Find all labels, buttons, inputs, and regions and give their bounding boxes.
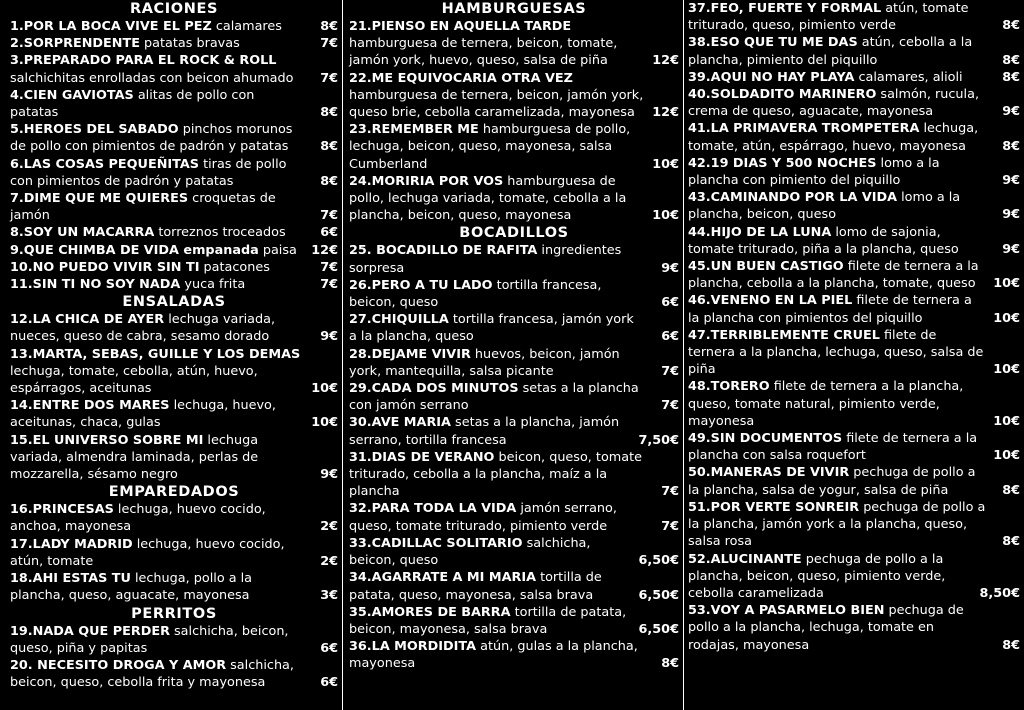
- menu-item-text: [10, 657, 304, 691]
- menu-item: [349, 18, 679, 70]
- menu-item-description: tortilla francesa, beicon, queso: [349, 277, 602, 311]
- menu-item-name: 22.ME EQUIVOCARIA OTRA VEZ: [349, 70, 573, 86]
- menu-item-name: 1.POR LA BOCA VIVE EL PEZ: [10, 19, 212, 34]
- menu-item-description: filete de ternera a la plancha, lechuga, queso, salsa de piña: [688, 327, 984, 378]
- menu-item-description: setas a la plancha con jamón serrano: [349, 381, 639, 414]
- menu-item: [688, 551, 1020, 603]
- menu-item-description: croquetas de jamón: [10, 191, 276, 224]
- menu-item-name: 16.PRINCESAS: [10, 502, 114, 518]
- menu-item-price: 9€: [1002, 104, 1020, 120]
- menu-item-text: [349, 277, 645, 311]
- menu-item-description: atún, gulas a la plancha, mayonesa: [349, 639, 638, 672]
- menu-item-description: beicon, queso, tomate triturado, cebolla a la plancha, maíz a la plancha: [349, 449, 642, 500]
- menu-item-description: lechuga, pollo a la plancha, queso, aguacate, mayonesa: [10, 571, 253, 604]
- menu-item-text: [688, 155, 986, 189]
- menu-item-price: 10€: [652, 156, 679, 172]
- section-title: EMPAREDADOS: [108, 484, 240, 501]
- menu-item-name: 35.AMORES DE BARRA: [349, 604, 511, 620]
- menu-item-price: 7€: [320, 277, 338, 293]
- menu-item-text: [688, 189, 986, 223]
- menu-item-description: pechuga de pollo a la plancha, lechuga, tomate en rodajas, mayonesa: [688, 603, 964, 653]
- menu-item-text: [688, 0, 986, 34]
- menu-item-name: 44.HIJO DE LA LUNA: [688, 224, 832, 240]
- menu-item-price: 10€: [993, 310, 1020, 326]
- menu-item-description: patacones: [203, 259, 270, 275]
- menu-item: [349, 311, 679, 345]
- menu-item-name: 23.REMEMBER ME: [349, 122, 479, 138]
- menu-item-description: atún, tomate triturado, queso, pimiento verde: [688, 1, 969, 34]
- section-title: HAMBURGUESAS: [441, 1, 587, 17]
- menu-item-description: hamburguesa de pollo, lechuga, beicon, queso, mayonesa, salsa Cumberland: [349, 122, 631, 172]
- menu-item-price: 10€: [311, 415, 338, 431]
- menu-item-name: 24.MORIRIA POR VOS: [349, 173, 504, 189]
- menu-item-text: [349, 500, 645, 534]
- menu-item-text: [10, 224, 304, 241]
- menu-item-text: [10, 121, 304, 155]
- menu-item-text: [688, 464, 986, 498]
- menu-item-name: 33.CADILLAC SOLITARIO: [349, 535, 523, 551]
- menu-item-description: pechuga de pollo a la plancha, jamón york a la plancha, queso, salsa rosa: [688, 499, 986, 550]
- menu-item-price: 7€: [320, 208, 338, 224]
- menu-item-text: [688, 292, 986, 326]
- menu-item: [10, 346, 338, 398]
- menu-item-text: [10, 501, 304, 535]
- menu-item-price: 6€: [320, 225, 338, 241]
- menu-item-name: 13.MARTA, SEBAS, GUILLE Y LOS DEMAS: [10, 346, 301, 362]
- menu-item: [10, 87, 338, 121]
- menu-item-description: lechuga, huevo, aceitunas, chaca, gulas: [10, 398, 276, 431]
- menu-item-text: [10, 18, 304, 35]
- menu-item: [688, 0, 1020, 34]
- menu-item: [10, 156, 338, 190]
- menu-item-text: [10, 52, 304, 86]
- menu-item-price: 10€: [993, 276, 1020, 292]
- menu-item-name: 46.VENENO EN LA PIEL: [688, 293, 853, 309]
- menu-item: [688, 224, 1020, 258]
- menu-item-name: 18.AHI ESTAS TU: [10, 571, 131, 587]
- menu-item-price: 12€: [652, 53, 679, 69]
- menu-item-text: [688, 224, 986, 258]
- menu-item-price: 6€: [661, 329, 679, 345]
- menu-item-name: 42.19 DIAS Y 500 NOCHES: [688, 155, 877, 171]
- menu-item-description: patatas bravas: [144, 36, 240, 52]
- menu-item: [349, 173, 679, 225]
- menu-item-text: [349, 604, 633, 638]
- menu-item-price: 8€: [1002, 534, 1020, 550]
- menu-item-text: [349, 121, 645, 173]
- menu-item-description: filete de ternera a la plancha, cebolla a la plancha, tomate, queso: [688, 259, 979, 292]
- menu-item-name: 52.ALUCINANTE: [688, 551, 802, 567]
- menu-item-description: lomo a la plancha, beicon, queso: [688, 190, 961, 223]
- menu-item: [10, 242, 338, 259]
- menu-item-name: 31.DIAS DE VERANO: [349, 449, 495, 465]
- menu-item: [688, 602, 1020, 654]
- menu-item: [10, 259, 338, 276]
- menu-item-description: tortilla francesa, jamón york a la plancha, queso: [349, 312, 634, 345]
- menu-item: [349, 414, 679, 448]
- menu-item: [349, 638, 679, 672]
- menu-item: [349, 346, 679, 380]
- menu-item: [349, 569, 679, 603]
- menu-item-text: [10, 311, 304, 345]
- menu-item-text: [688, 86, 986, 120]
- menu-item: [349, 449, 679, 501]
- menu-item-text: [349, 173, 645, 225]
- menu-item-price: 8€: [320, 139, 338, 155]
- menu-item-text: [10, 242, 304, 259]
- menu-column-1: [0, 0, 342, 710]
- menu-item-description: yuca frita: [184, 277, 246, 293]
- menu-item: [688, 69, 1020, 86]
- menu-item-name: 2.SORPRENDENTE: [10, 36, 140, 52]
- menu-item: [688, 86, 1020, 120]
- menu-item-price: 6,50€: [638, 553, 679, 569]
- menu-item-description: salchichitas enrolladas con beicon ahumado: [10, 70, 294, 86]
- menu-item-description: pechuga de pollo a la plancha, beicon, queso, pimiento verde, cebolla caramelizada: [688, 551, 946, 601]
- menu-item-name: 3.PREPARADO PARA EL ROCK & ROLL: [10, 53, 277, 69]
- menu-item: [688, 430, 1020, 464]
- menu-item-description: torreznos troceados: [158, 225, 286, 241]
- menu-item-text: [688, 34, 986, 68]
- menu-item-description: calamares, alioli: [858, 69, 963, 85]
- menu-item-price: 9€: [1002, 173, 1020, 189]
- menu-item: [349, 242, 679, 276]
- menu-item: [349, 70, 679, 122]
- menu-item-description: lomo a la plancha con pimiento del piquillo: [688, 155, 940, 189]
- menu-item-text: [10, 259, 304, 276]
- menu-item-description: filete de ternera a la plancha, queso, tomate natural, pimiento verde, mayonesa: [688, 379, 964, 429]
- menu-item: [10, 276, 338, 293]
- menu-item-text: [10, 190, 304, 224]
- menu-item-description: pechuga de pollo a la plancha, salsa de yogur, salsa de piña: [688, 465, 976, 498]
- menu-item: [349, 500, 679, 534]
- menu-item-text: [10, 536, 304, 570]
- menu-item: [349, 121, 679, 173]
- menu-item-description: alitas de pollo con patatas: [10, 87, 255, 121]
- menu-item: [349, 380, 679, 414]
- menu-item: [349, 277, 679, 311]
- menu-item-text: [349, 18, 645, 70]
- menu-item-name: 51.POR VERTE SONREIR: [688, 499, 860, 515]
- menu-item-text: [10, 276, 304, 293]
- menu-item-name: 38.ESO QUE TU ME DAS: [688, 35, 858, 51]
- menu-item-name: 9.QUE CHIMBA DE VIDA empanada: [10, 242, 259, 258]
- menu-item-description: lechuga, tomate, atún, espárrago, huevo, mayonesa: [688, 121, 979, 154]
- menu-item-price: 8€: [320, 19, 338, 34]
- menu-item: [688, 155, 1020, 189]
- menu-item-price: 7€: [661, 398, 679, 414]
- menu-item-description: tortilla de patata, beicon, mayonesa, salsa brava: [349, 604, 627, 637]
- menu-item-text: [10, 87, 304, 121]
- menu-item-description: salchicha, beicon, queso, cebolla frita y mayonesa: [10, 657, 294, 691]
- menu-item: [349, 535, 679, 569]
- menu-item-description: atún, cebolla a la plancha, pimiento del piquillo: [688, 35, 973, 68]
- menu-item-name: 45.UN BUEN CASTIGO: [688, 259, 844, 275]
- menu-item-description: calamares: [215, 19, 282, 34]
- menu-item-text: [688, 499, 986, 551]
- menu-item-description: jamón serrano, queso, tomate triturado, pimiento verde: [349, 501, 617, 534]
- section-title: RACIONES: [129, 1, 219, 17]
- menu-item-name: 27.CHIQUILLA: [349, 312, 449, 328]
- menu-item: [10, 536, 338, 570]
- menu-item-name: 37.FEO, FUERTE Y FORMAL: [688, 1, 882, 16]
- menu-item-price: 8€: [1002, 138, 1020, 154]
- menu-item: [688, 378, 1020, 430]
- menu-item-description: pinchos morunos de pollo con pimientos de padrón y patatas: [10, 122, 293, 155]
- menu-item-name: 53.VOY A PASARMELO BIEN: [688, 603, 885, 619]
- menu-item: [10, 18, 338, 35]
- menu-item-text: [10, 35, 304, 52]
- section-title: BOCADILLOS: [459, 225, 569, 242]
- menu-item-price: 2€: [320, 519, 338, 535]
- menu-item-name: 34.AGARRATE A MI MARIA: [349, 570, 536, 586]
- menu-item-text: [349, 346, 645, 380]
- menu-item: [10, 623, 338, 657]
- menu-item-price: 8€: [320, 173, 338, 189]
- menu-item-text: [10, 623, 304, 657]
- menu-item-text: [688, 378, 986, 430]
- menu-item: [10, 121, 338, 155]
- menu-item-price: 9€: [320, 467, 338, 483]
- menu-item: [688, 120, 1020, 154]
- menu-item-price: 7€: [320, 70, 338, 86]
- menu-item-price: 2€: [320, 553, 338, 569]
- menu-item-description: filete de ternera a la plancha con salsa roquefort: [688, 431, 978, 464]
- menu-item-price: 10€: [993, 362, 1020, 378]
- menu-item-text: [349, 569, 633, 603]
- menu-item-price: 8€: [1002, 482, 1020, 498]
- menu-item-price: 8€: [1002, 18, 1020, 34]
- menu-item: [10, 570, 338, 604]
- menu-item-price: 6€: [320, 640, 338, 656]
- menu-item-description: hamburguesa de pollo, lechuga variada, tomate, cebolla a la plancha, beicon, queso, mayonesa: [349, 173, 627, 224]
- menu-item-text: [10, 397, 304, 431]
- menu-item-price: 8€: [1002, 637, 1020, 653]
- menu-item-text: [688, 430, 986, 464]
- menu-item: [10, 190, 338, 224]
- menu-item-name: 41.LA PRIMAVERA TROMPETERA: [688, 121, 920, 137]
- menu-item-name: 43.CAMINANDO POR LA VIDA: [688, 190, 898, 206]
- menu-item-description: ingredientes sorpresa: [349, 243, 622, 276]
- menu-item-name: 40.SOLDADITO MARINERO: [688, 87, 877, 103]
- menu-item-description: lechuga variada, nueces, queso de cabra, sesamo dorado: [10, 312, 276, 345]
- menu-item-description: lechuga variada, almendra laminada, perlas de mozzarella, sésamo negro: [10, 432, 259, 483]
- menu-item-text: [688, 258, 986, 292]
- menu-item: [10, 311, 338, 345]
- menu-item-price: 9€: [661, 260, 679, 276]
- menu-item-price: 7€: [661, 363, 679, 379]
- menu-item-name: 8.SOY UN MACARRA: [10, 225, 155, 241]
- menu-item-name: 25. BOCADILLO DE RAFITA: [349, 243, 538, 259]
- menu-item-name: 19.NADA QUE PERDER: [10, 623, 170, 639]
- menu-item-name: 10.NO PUEDO VIVIR SIN TI: [10, 259, 200, 275]
- menu-item-name: 47.TERRIBLEMENTE CRUEL: [688, 327, 880, 343]
- menu-item: [349, 604, 679, 638]
- menu-item-name: 50.MANERAS DE VIVIR: [688, 465, 850, 481]
- menu-item: [10, 657, 338, 691]
- menu-column-2: [342, 0, 684, 710]
- menu-item-text: [349, 242, 645, 276]
- menu-item-description: filete de ternera a la plancha con pimientos del piquillo: [688, 293, 972, 326]
- menu-item-description: lomo de sajonia, tomate triturado, piña a la plancha, queso: [688, 224, 959, 257]
- menu-item-description: huevos, beicon, jamón york, mantequilla, salsa picante: [349, 346, 620, 379]
- menu-item-price: 12€: [652, 105, 679, 121]
- menu-item-price: 7€: [661, 518, 679, 534]
- menu-item: [10, 35, 338, 52]
- menu-item-price: 10€: [652, 208, 679, 224]
- menu-item-description: salmón, rucula, crema de queso, aguacate, mayonesa: [688, 87, 980, 120]
- menu-item-text: [349, 70, 645, 122]
- menu-item-price: 7€: [320, 259, 338, 275]
- menu-item-name: 39.AQUI NO HAY PLAYA: [688, 69, 855, 85]
- menu-item-description: lechuga, tomate, cebolla, atún, huevo, espárragos, aceitunas: [10, 363, 258, 397]
- menu-item-name: 21.PIENSO EN AQUELLA TARDE: [349, 19, 572, 34]
- menu-item-description: tortilla de patata, queso, mayonesa, salsa brava: [349, 570, 602, 603]
- menu-item-text: [349, 638, 645, 672]
- menu-item-name: 36.LA MORDIDITA: [349, 639, 477, 655]
- menu-item-price: 12€: [311, 242, 338, 258]
- menu-item-price: 6€: [320, 675, 338, 691]
- menu-item: [10, 432, 338, 484]
- menu-item-name: 20. NECESITO DROGA Y AMOR: [10, 657, 227, 673]
- menu-item-text: [10, 432, 304, 484]
- menu-item-price: 8€: [320, 105, 338, 121]
- menu-item-price: 9€: [320, 329, 338, 345]
- menu-item-name: 7.DIME QUE ME QUIERES: [10, 191, 189, 207]
- menu-item-name: 6.LAS COSAS PEQUEÑITAS: [10, 156, 200, 172]
- menu-item: [688, 189, 1020, 223]
- menu-item: [10, 224, 338, 241]
- menu-item: [10, 52, 338, 86]
- menu-item: [688, 292, 1020, 326]
- section-title: ENSALADAS: [122, 294, 226, 311]
- menu-item-description: salchicha, beicon, queso: [349, 535, 591, 569]
- menu-item-price: 8€: [661, 656, 679, 672]
- menu-item-text: [688, 69, 986, 86]
- menu-item-text: [349, 449, 645, 501]
- menu-item-text: [349, 414, 633, 448]
- menu-item-price: 10€: [993, 448, 1020, 464]
- menu-item: [10, 397, 338, 431]
- menu-item-name: 28.DEJAME VIVIR: [349, 346, 471, 362]
- menu-item-name: 32.PARA TODA LA VIDA: [349, 501, 517, 517]
- menu-item: [688, 499, 1020, 551]
- menu-item-name: 30.AVE MARIA: [349, 415, 451, 431]
- menu-item-price: 7€: [320, 36, 338, 52]
- menu-item: [688, 327, 1020, 379]
- menu-item: [10, 501, 338, 535]
- menu-item-description: tiras de pollo con pimientos de padrón y patatas: [10, 156, 287, 189]
- menu-item-price: 7€: [661, 484, 679, 500]
- menu-item-name: 26.PERO A TU LADO: [349, 277, 493, 293]
- menu-item-name: 14.ENTRE DOS MARES: [10, 398, 170, 414]
- menu-item: [688, 34, 1020, 68]
- menu-item-description: hamburguesa de ternera, beicon, jamón york, queso brie, cebolla caramelizada, mayonesa: [349, 87, 644, 121]
- menu-item-price: 9€: [1002, 241, 1020, 257]
- menu-item-description: paisa: [262, 242, 297, 258]
- menu-item-name: 5.HEROES DEL SABADO: [10, 122, 179, 138]
- menu-item-price: 9€: [1002, 207, 1020, 223]
- menu-item-price: 6€: [661, 295, 679, 311]
- menu-item-description: setas a la plancha, jamón serrano, tortilla francesa: [349, 415, 620, 448]
- menu-item-price: 8€: [1002, 69, 1020, 85]
- menu-item-description: salchicha, beicon, queso, piña y papitas: [10, 623, 289, 656]
- menu-item-name: 4.CIEN GAVIOTAS: [10, 87, 134, 103]
- menu-item-price: 10€: [993, 413, 1020, 429]
- menu-item-price: 8€: [1002, 52, 1020, 68]
- menu-item-text: [688, 551, 974, 603]
- menu-item: [688, 258, 1020, 292]
- menu-item-price: 10€: [311, 381, 338, 397]
- menu-item-price: 6,50€: [638, 587, 679, 603]
- menu-item-description: hamburguesa de ternera, beicon, tomate, jamón york, huevo, queso, salsa de piña: [349, 36, 618, 69]
- menu-item-price: 3€: [320, 588, 338, 604]
- menu-item-price: 8,50€: [979, 585, 1020, 601]
- section-title: PERRITOS: [131, 605, 217, 622]
- menu-item-text: [349, 380, 645, 414]
- menu-item-text: [10, 156, 304, 190]
- menu-item-text: [10, 570, 304, 604]
- menu-item-name: 17.LADY MADRID: [10, 536, 133, 552]
- menu-item-text: [688, 602, 986, 654]
- menu-item-name: 48.TORERO: [688, 379, 770, 395]
- menu-item-name: 29.CADA DOS MINUTOS: [349, 381, 519, 397]
- menu-item-text: [688, 327, 986, 379]
- menu-item-text: [688, 120, 986, 154]
- menu-item-name: 11.SIN TI NO SOY NADA: [10, 277, 181, 293]
- menu-item-description: lechuga, huevo cocido, atún, tomate: [10, 536, 285, 569]
- menu-item-text: [349, 311, 645, 345]
- menu-item-description: lechuga, huevo cocido, anchoa, mayonesa: [10, 502, 266, 535]
- menu-item-text: [349, 535, 633, 569]
- menu-item-text: [10, 346, 304, 398]
- menu-item-name: 15.EL UNIVERSO SOBRE MI: [10, 432, 204, 448]
- menu-item: [688, 464, 1020, 498]
- menu-column-3: [684, 0, 1024, 710]
- menu-item-name: 12.LA CHICA DE AYER: [10, 312, 165, 328]
- menu-item-price: 6,50€: [638, 621, 679, 637]
- menu-item-price: 7,50€: [638, 432, 679, 448]
- menu-item-name: 49.SIN DOCUMENTOS: [688, 431, 843, 447]
